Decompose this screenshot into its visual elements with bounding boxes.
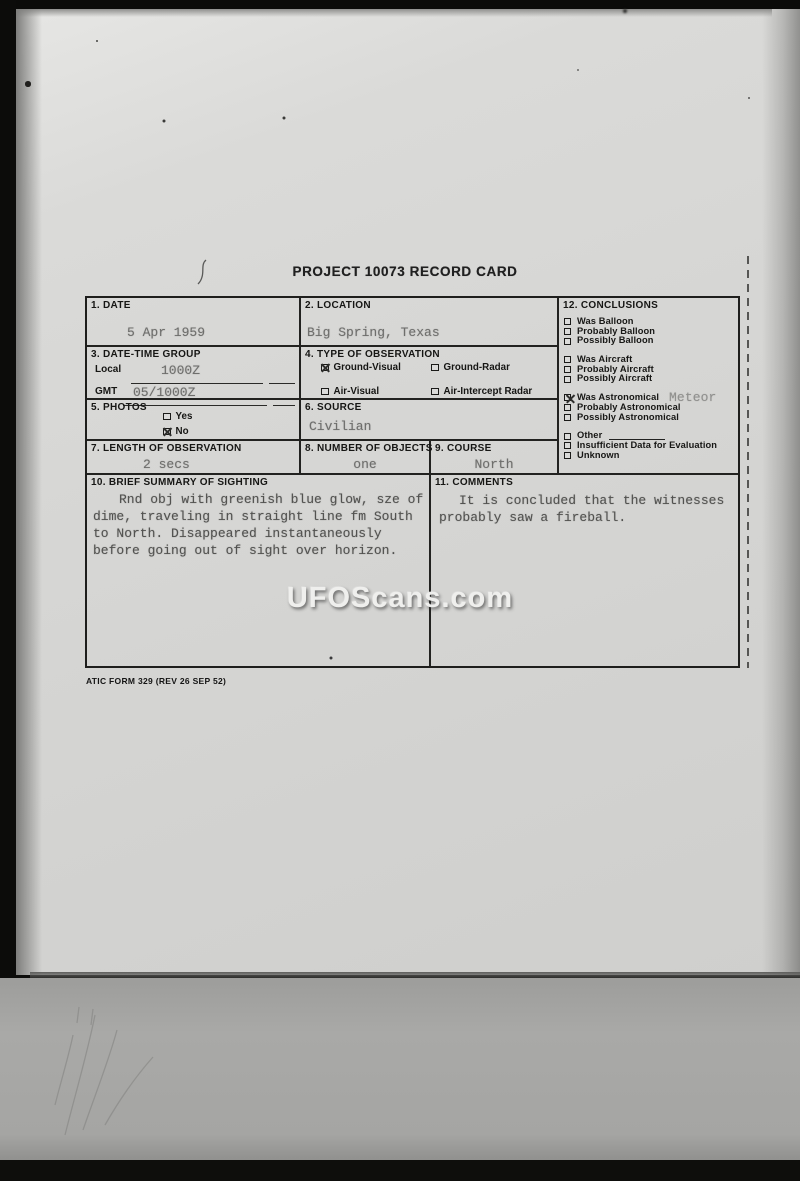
brief-summary-label: 10. BRIEF SUMMARY OF SIGHTING [91, 477, 269, 488]
air-visual-label: Air-Visual [333, 386, 380, 397]
gmt-label: GMT [95, 386, 118, 397]
date-value: 5 Apr 1959 [127, 325, 206, 340]
location-value: Big Spring, Texas [307, 325, 440, 340]
was-aircraft-label: Was Aircraft [577, 354, 633, 365]
brief-summary-text: Rnd obj with greenish blue glow, sze of dime, traveling in straight line fm South to North. Disappeared instantaneously before going out of sight over horizon. [93, 492, 424, 558]
ground-visual-checkbox [321, 364, 329, 372]
insufficient-data-checkbox [564, 442, 571, 449]
source-label: 6. SOURCE [305, 402, 362, 413]
probably-astronomical-checkbox [564, 404, 571, 411]
field-photos [87, 400, 301, 441]
scan-specks [0, 0, 2, 2]
length-of-observation-value: 2 secs [143, 457, 190, 472]
conclusions-group-aircraft [562, 355, 736, 384]
course-label: 9. COURSE [435, 443, 492, 454]
photos-no-label: No [175, 426, 189, 437]
air-visual-checkbox [321, 388, 329, 396]
form-number: ATIC FORM 329 (REV 26 SEP 52) [86, 676, 227, 686]
local-value: 1000Z [161, 363, 201, 378]
conclusions-group-balloon [562, 317, 736, 346]
possibly-astronomical-checkbox [564, 414, 571, 421]
field-number-of-objects [301, 441, 431, 475]
photos-label: 5. PHOTOS [91, 402, 147, 413]
backing-scratches [25, 985, 255, 1145]
option-air-visual [321, 386, 379, 397]
card-title: PROJECT 10073 RECORD CARD [292, 264, 518, 279]
local-underline-2 [269, 371, 295, 384]
probably-balloon-checkbox [564, 328, 571, 335]
conclusions-list [562, 317, 736, 469]
field-location [301, 298, 559, 347]
scan-edge-right [762, 8, 800, 975]
was-balloon-checkbox [564, 318, 571, 325]
scan-shadow-top [0, 9, 772, 17]
gmt-value: 05/1000Z [133, 385, 196, 400]
option-air-intercept-radar [431, 386, 532, 397]
probably-astronomical-label: Probably Astronomical [577, 401, 681, 412]
field-course [431, 441, 559, 475]
photos-yes-checkbox [163, 413, 171, 421]
scan-edge-top [0, 0, 800, 9]
probably-aircraft-checkbox [564, 366, 571, 373]
ground-radar-label: Ground-Radar [443, 362, 510, 373]
ground-visual-label: Ground-Visual [333, 362, 401, 373]
ground-radar-checkbox [431, 364, 439, 372]
was-balloon-label: Was Balloon [577, 316, 634, 326]
other-label: Other [577, 430, 603, 441]
conclusions-group-other [562, 431, 736, 460]
field-date [87, 298, 301, 347]
field-date-time-group [87, 347, 301, 400]
astronomical-annotation: Meteor [669, 390, 717, 406]
other-underline [609, 432, 665, 440]
possibly-aircraft-label: Possibly Aircraft [577, 373, 653, 384]
possibly-balloon-checkbox [564, 338, 571, 345]
date-time-group-label: 3. DATE-TIME GROUP [91, 349, 201, 360]
option-ground-visual [321, 362, 401, 373]
location-label: 2. LOCATION [305, 300, 371, 311]
option-photos-yes [163, 411, 192, 422]
unknown-checkbox [564, 452, 571, 459]
local-time-row [87, 364, 299, 384]
field-type-of-observation [301, 347, 559, 400]
field-conclusions [559, 298, 738, 475]
length-of-observation-label: 7. LENGTH OF OBSERVATION [91, 443, 242, 454]
conclusion-item [562, 413, 736, 423]
source-value: Civilian [309, 419, 372, 434]
number-of-objects-label: 8. NUMBER OF OBJECTS [305, 443, 433, 454]
air-intercept-radar-label: Air-Intercept Radar [443, 386, 533, 397]
was-aircraft-checkbox [564, 356, 571, 363]
option-ground-radar [431, 362, 510, 373]
scan-line-artifact [747, 256, 749, 668]
possibly-balloon-label: Possibly Balloon [577, 335, 654, 346]
comments-text: It is concluded that the witnesses probably saw a fireball. [439, 493, 725, 525]
field-comments [431, 475, 738, 666]
field-brief-summary [87, 475, 431, 666]
option-photos-no [163, 426, 189, 437]
possibly-astronomical-label: Possibly Astronomical [577, 411, 679, 422]
was-astronomical-checkbox [564, 394, 571, 401]
probably-aircraft-label: Probably Aircraft [577, 363, 654, 374]
scan-edge-left [0, 0, 16, 1010]
scan-shadow-left [16, 9, 42, 975]
comments-label: 11. COMMENTS [435, 477, 514, 488]
scan-edge-bottom [0, 1160, 800, 1181]
number-of-objects-value: one [353, 457, 377, 472]
conclusion-item [562, 336, 736, 346]
conclusions-label: 12. CONCLUSIONS [563, 300, 659, 311]
unknown-label: Unknown [577, 449, 620, 460]
field-source [301, 400, 559, 441]
conclusions-group-astronomical [562, 390, 736, 422]
type-of-observation-label: 4. TYPE OF OBSERVATION [305, 349, 440, 360]
conclusion-item [562, 451, 736, 461]
local-label: Local [95, 364, 122, 375]
date-label: 1. DATE [91, 300, 131, 311]
probably-balloon-label: Probably Balloon [577, 325, 656, 336]
course-value: North [474, 457, 514, 472]
photos-yes-label: Yes [175, 411, 193, 422]
watermark: UFOScans.com [286, 582, 514, 614]
other-checkbox [564, 433, 571, 440]
conclusion-item [562, 374, 736, 384]
insufficient-data-label: Insufficient Data for Evaluation [577, 439, 718, 450]
field-length-of-observation [87, 441, 301, 475]
air-intercept-radar-checkbox [431, 388, 439, 396]
photos-no-checkbox [163, 428, 171, 436]
possibly-aircraft-checkbox [564, 376, 571, 383]
was-astronomical-label: Was Astronomical [577, 392, 660, 403]
